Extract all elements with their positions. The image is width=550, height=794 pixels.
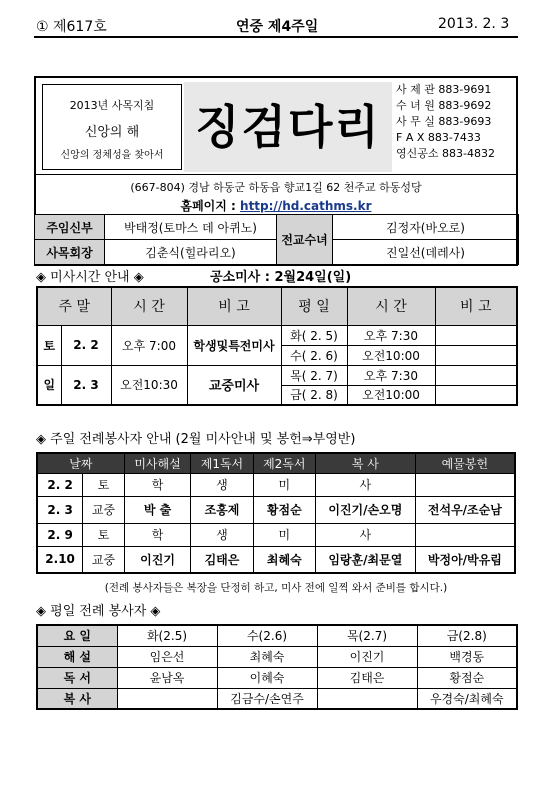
ws-row-label: 독 서 [37,667,117,688]
ws-cell: 이혜숙 [217,667,317,688]
ws-cell: 김금수/손연주 [217,688,317,709]
ws-cell [117,688,217,709]
weekday-date: 화( 2. 5) [281,325,347,345]
ss-cell: 미 [253,473,315,496]
sunday-servers-title: ◈ 주일 전례봉사자 안내 (2월 미사안내 및 봉헌⇒부영반) [36,432,356,447]
ss-cell: 임랑훈/최문열 [315,546,415,573]
contact-fax: F A X 883-7433 [396,131,481,144]
motto-box [42,84,182,170]
mission-mass-notice: 공소미사 : 2월24일(일) [210,270,352,285]
ss-cell: 생 [191,473,253,496]
weekday-time: 오전10:00 [347,385,435,405]
contact-convent: 수 녀 원 883-9692 [396,99,492,112]
mass-section-title: ◈ 미사시간 안내 ◈ [36,270,144,285]
parish-address: (667-804) 경남 하동군 하동읍 향교1길 62 천주교 하동성당 [130,181,422,194]
ws-cell: 황점순 [417,667,517,688]
weekend-note: 교중미사 [187,365,281,405]
ss-cell: 이진기/손오명 [315,496,415,523]
sister-label: 전교수녀 [277,215,333,265]
ss-cell [415,523,515,546]
ss-date: 2.10 [37,546,83,573]
contact-list [396,82,516,162]
ws-cell: 윤남옥 [117,667,217,688]
weekend-time: 오후 7:00 [111,325,187,365]
ss-cell: 사 [315,523,415,546]
ws-cell: 우경숙/최혜숙 [417,688,517,709]
ss-header-altar: 복 사 [315,453,415,473]
weekend-time: 오전10:30 [111,365,187,405]
motto-subtitle: 신앙의 정체성을 찾아서 [60,150,164,161]
ss-cell: 황점순 [253,496,315,523]
sister-1: 김정자(바오로) [333,215,519,240]
contact-rectory: 사 제 관 883-9691 [396,83,492,96]
ws-header-label: 요 일 [37,625,117,646]
council-label: 사목회장 [35,240,105,265]
homepage-label: 홈페이지 : [180,199,236,213]
council-name: 김춘식(힐라리오) [105,240,277,265]
weekday-note [435,345,517,365]
weekend-day: 일 [37,365,61,405]
ss-header-reading2: 제2독서 [253,453,315,473]
ws-cell: 김태은 [317,667,417,688]
ss-day: 교중 [83,496,125,523]
ss-cell: 박정아/박유림 [415,546,515,573]
ws-header-day: 목(2.7) [317,625,417,646]
ss-cell: 전석우/조순남 [415,496,515,523]
ws-cell: 임은선 [117,646,217,667]
motto-year: 2013년 사목지침 [69,99,155,112]
ss-cell [415,473,515,496]
ws-row-label: 복 사 [37,688,117,709]
weekday-note [435,365,517,385]
mass-table [36,286,518,406]
contact-office: 사 무 실 883-9693 [396,115,492,128]
ss-day: 토 [83,473,125,496]
newsletter-title: 징검다리 [195,100,381,154]
ss-cell: 사 [315,473,415,496]
ws-header-day: 화(2.5) [117,625,217,646]
pastor-label: 주임신부 [35,215,105,240]
liturgical-week: 연중 제4주일 [236,19,319,35]
servers-note: (전례 봉사자들은 복장을 단정히 하고, 미사 전에 일찍 와서 준비를 합시다.) [104,582,448,594]
issue-number: ① 제617호 [36,19,107,35]
ss-cell: 조홍제 [191,496,253,523]
mass-header-time: 시 간 [111,287,187,325]
weekday-time: 오후 7:30 [347,365,435,385]
ss-cell: 미 [253,523,315,546]
ss-header-commentary: 미사해설 [124,453,191,473]
masthead [34,76,518,266]
ws-cell: 이진기 [317,646,417,667]
masthead-divider [36,174,516,175]
ss-header-date: 날짜 [37,453,124,473]
weekend-date: 2. 3 [61,365,111,405]
ss-cell: 이진기 [124,546,191,573]
homepage-line [36,197,516,214]
ss-cell: 박 출 [124,496,191,523]
ss-date: 2. 9 [37,523,83,546]
ss-cell: 생 [191,523,253,546]
sister-2: 진일선(데레사) [333,240,519,265]
weekday-time: 오후 7:30 [347,325,435,345]
ss-date: 2. 3 [37,496,83,523]
issue-date: 2013. 2. 3 [438,16,510,32]
ws-cell [317,688,417,709]
contact-mission: 영신공소 883-4832 [396,147,495,160]
mass-header-time2: 시 간 [347,287,435,325]
ws-row-label: 해 설 [37,646,117,667]
mass-header-weekday: 평 일 [281,287,347,325]
ss-day: 토 [83,523,125,546]
ws-header-day: 금(2.8) [417,625,517,646]
weekday-time: 오전10:00 [347,345,435,365]
weekday-note [435,385,517,405]
mass-header-note: 비 고 [187,287,281,325]
ss-cell: 최혜숙 [253,546,315,573]
ss-date: 2. 2 [37,473,83,496]
ss-day: 교중 [83,546,125,573]
title-box [184,82,392,172]
staff-table [34,214,519,265]
ws-cell: 최혜숙 [217,646,317,667]
ss-cell: 학 [124,523,191,546]
ss-header-reading1: 제1독서 [191,453,253,473]
weekday-servers-title: ◈ 평일 전례 봉사자 ◈ [36,604,161,619]
weekday-date: 목( 2. 7) [281,365,347,385]
pastor-name: 박태정(토마스 데 아퀴노) [105,215,277,240]
ss-cell: 김태은 [191,546,253,573]
weekend-note: 학생및특전미사 [187,325,281,365]
mass-header-weekend: 주 말 [37,287,111,325]
weekday-date: 수( 2. 6) [281,345,347,365]
mass-header-note2: 비 고 [435,287,517,325]
motto-title: 신앙의 해 [84,125,140,140]
ss-cell: 학 [124,473,191,496]
homepage-link[interactable]: http://hd.cathms.kr [240,199,372,213]
weekday-note [435,325,517,345]
weekday-date: 금( 2. 8) [281,385,347,405]
ws-cell: 백경동 [417,646,517,667]
ws-header-day: 수(2.6) [217,625,317,646]
ss-header-offering: 예물봉헌 [415,453,515,473]
weekend-day: 토 [37,325,61,365]
weekday-servers-table [36,624,518,710]
weekend-date: 2. 2 [61,325,111,365]
header-rule [34,36,518,38]
sunday-servers-table [36,452,516,574]
